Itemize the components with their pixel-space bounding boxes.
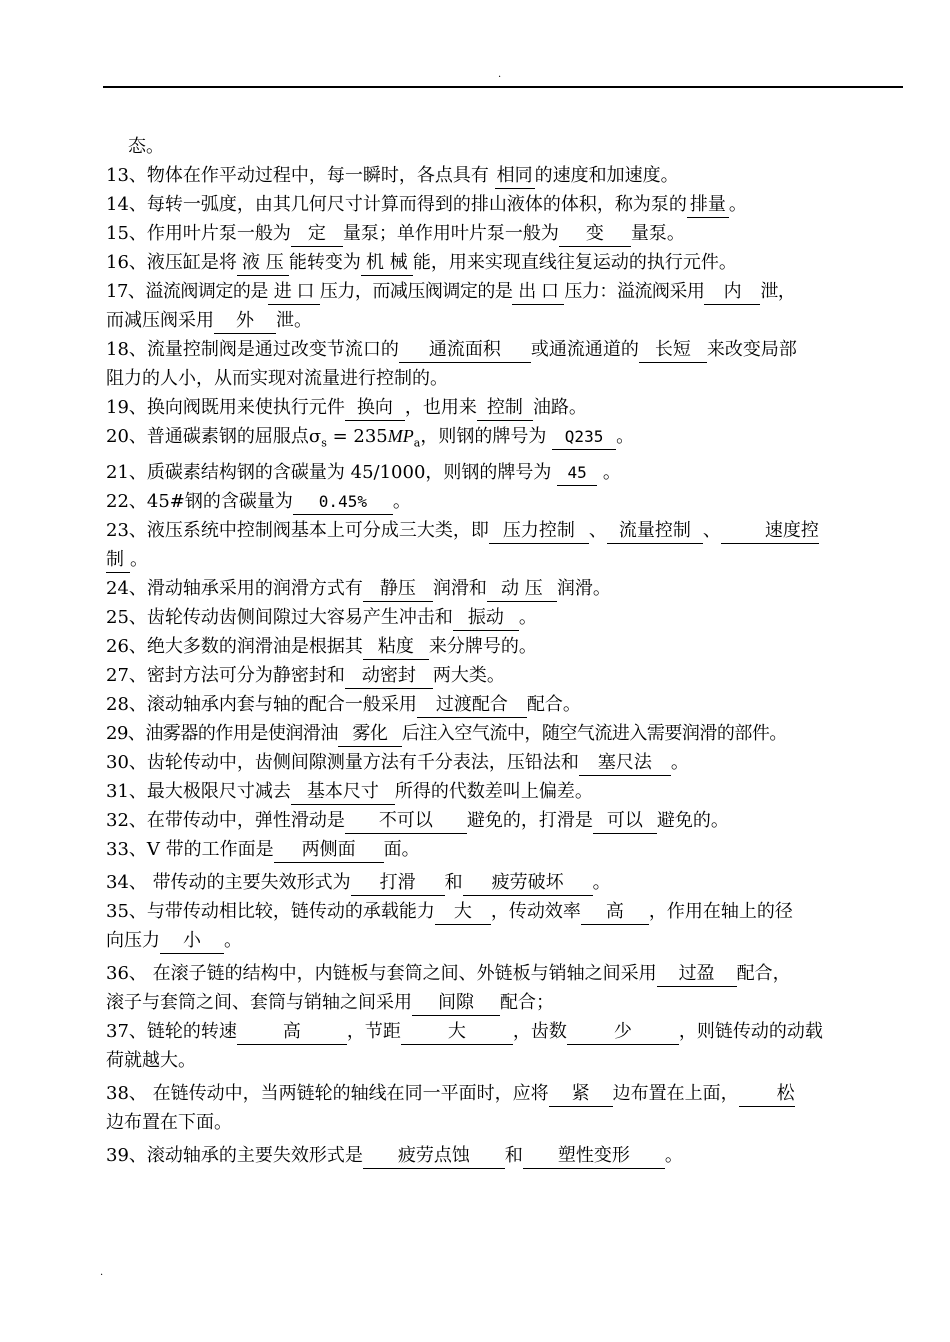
text: 阻力的人小，从而实现对流量进行控制的。 (106, 368, 448, 389)
question-14 (106, 190, 906, 219)
answer-blank: 小 (160, 929, 224, 954)
answer-blank: 不可以 (345, 809, 467, 834)
answer-blank: 流量控制 (607, 519, 703, 544)
answer-blank: 静压 (363, 577, 433, 602)
question-34 (106, 868, 906, 897)
answer-blank: 45 (557, 461, 597, 486)
text: 20、普通碳素钢的屈服点σ (106, 426, 322, 447)
text: = 235 (332, 426, 388, 447)
text: 。 (592, 871, 611, 893)
text: 油路。 (532, 397, 587, 418)
text: 压力，而减压阀调定的是 (319, 281, 513, 302)
answer-blank: 雾化 (338, 722, 402, 747)
question-18-cont (106, 364, 906, 393)
answer-blank: 相同 (495, 164, 535, 189)
answer-blank: 液 压 (237, 251, 289, 276)
answer-blank: 高 (581, 900, 649, 925)
answer-blank: 过渡配合 (417, 693, 527, 718)
answer-blank: 出 口 (512, 280, 564, 305)
text: 、 (702, 519, 721, 541)
answer-blank: 排量 (687, 193, 729, 218)
text: 和 (444, 871, 463, 893)
text: 23、液压系统中控制阀基本上可分成三大类，即 (106, 519, 489, 541)
text: 或通流通道的 (530, 339, 639, 360)
answer-blank: 动 压 (487, 577, 557, 602)
question-32 (106, 806, 906, 835)
text: 避免的，打滑是 (466, 809, 593, 831)
answer-blank: 基本尺寸 (291, 780, 395, 805)
text: ，传动效率 (490, 900, 581, 922)
text: 配合； (500, 991, 554, 1013)
text: ，则链传动的动载 (678, 1020, 823, 1042)
answer-blank: 间隙 (412, 991, 500, 1016)
text: ，齿数 (512, 1020, 567, 1042)
question-33 (106, 835, 906, 864)
answer-blank: 进 口 (268, 280, 320, 305)
answer-blank: 高 (237, 1020, 347, 1045)
question-list (106, 132, 906, 1170)
text: 39、滚动轴承的主要失效形式是 (106, 1144, 363, 1166)
question-28 (106, 690, 906, 719)
text: 。 (616, 426, 635, 447)
header-rule (103, 86, 903, 88)
text: 34、 带传动的主要失效形式为 (106, 871, 351, 893)
question-23-cont (106, 545, 906, 574)
question-13 (106, 161, 906, 190)
text: 和 (504, 1144, 523, 1166)
answer-blank: 机 械 (361, 251, 413, 276)
text: 。 (224, 929, 242, 951)
text: 、 (588, 519, 607, 541)
text: ，也用来 (404, 397, 477, 418)
question-16 (106, 248, 906, 277)
question-19 (106, 393, 906, 422)
text: 量泵；单作用叶片泵一般为 (342, 223, 559, 244)
text: 能，用来实现直线往复运动的执行元件。 (412, 252, 737, 273)
answer-blank: 速度控 (721, 519, 819, 544)
text: 所得的代数差叫上偏差。 (394, 780, 593, 802)
answer-blank: 压力控制 (489, 519, 589, 544)
text: 能转变为 (288, 252, 361, 273)
text: 后注入空气流中，随空气流进入需要润滑的部件。 (401, 722, 787, 744)
text: 边布置在上面， (612, 1082, 739, 1104)
text: 。 (670, 751, 689, 773)
text: 15、作用叶片泵一般为 (106, 223, 291, 244)
text: 量泵。 (630, 223, 685, 244)
text: 37、链轮的转速 (106, 1020, 237, 1042)
text: 润滑。 (556, 577, 611, 599)
answer-blank: 长短 (639, 338, 707, 363)
text: 面。 (383, 838, 420, 860)
question-39 (106, 1141, 906, 1170)
text: 14、每转一弧度，由其几何尺寸计算而得到的排山液体的体积，称为泵的 (106, 194, 687, 215)
text: 。 (518, 606, 537, 628)
answer-blank: 大 (401, 1020, 513, 1045)
text: 13、物体在作平动过程中，每一瞬时，各点具有 (106, 165, 489, 186)
text: 态。 (128, 136, 164, 157)
text: 21、质碳素结构钢的含碳量为 45/1000，则钢的牌号为 (106, 461, 552, 483)
question-22 (106, 487, 906, 516)
text: 泄。 (276, 310, 312, 331)
question-15 (106, 219, 906, 248)
question-29 (106, 719, 906, 748)
text: 24、滑动轴承采用的润滑方式有 (106, 577, 363, 599)
text: 31、最大极限尺寸减去 (106, 780, 291, 802)
question-35 (106, 897, 906, 926)
text: MP (387, 426, 414, 446)
answer-blank: 松 (739, 1082, 795, 1107)
text: 35、与带传动相比较，链传动的承载能力 (106, 900, 435, 922)
header-dot: . (498, 69, 502, 80)
text: 。 (728, 194, 747, 215)
question-37-cont (106, 1046, 906, 1075)
text: 26、绝大多数的润滑油是根据其 (106, 635, 363, 657)
text: 荷就越大。 (106, 1049, 196, 1071)
question-38-cont (106, 1108, 906, 1137)
question-18 (106, 335, 906, 364)
text: 避免的。 (656, 809, 729, 831)
question-23 (106, 516, 906, 545)
question-30 (106, 748, 906, 777)
question-25 (106, 603, 906, 632)
answer-blank: 振动 (453, 606, 519, 631)
answer-blank: 变 (559, 222, 631, 247)
text: 压力：溢流阀采用 (564, 281, 705, 302)
text: ，作用在轴上的径 (648, 900, 793, 922)
question-36 (106, 959, 906, 988)
answer-blank: 少 (567, 1020, 679, 1045)
answer-blank: Q235 (552, 425, 616, 450)
text: 30、齿轮传动中，齿侧间隙测量方法有千分表法，压铅法和 (106, 751, 579, 773)
text: 28、滚动轴承内套与轴的配合一般采用 (106, 693, 417, 715)
question-35-cont (106, 926, 906, 955)
answer-blank: 紧 (549, 1082, 613, 1107)
answer-blank: 疲劳点蚀 (363, 1144, 505, 1169)
question-37 (106, 1017, 906, 1046)
answer-blank: 动密封 (345, 664, 433, 689)
text: 配合， (736, 962, 791, 984)
answer-blank: 通流面积 (399, 338, 531, 363)
question-17-cont (106, 306, 906, 335)
text: 。 (392, 490, 411, 512)
question-17 (106, 277, 906, 306)
text: 的速度和加速度。 (534, 165, 679, 186)
text: 22、45#钢的含碳量为 (106, 490, 293, 512)
text: 16、液压缸是将 (106, 252, 237, 273)
text: ，则钢的牌号为 (420, 426, 547, 447)
question-24 (106, 574, 906, 603)
text: 。 (664, 1144, 683, 1166)
answer-blank: 内 (704, 280, 760, 305)
answer-blank: 两侧面 (274, 838, 384, 863)
text: 29、油雾器的作用是使润滑油 (106, 722, 338, 744)
question-20 (106, 422, 906, 458)
subscript: a (413, 436, 421, 450)
answer-blank: 大 (435, 900, 491, 925)
question-38 (106, 1079, 906, 1108)
answer-blank: 换向 (345, 396, 405, 421)
text: 滚子与套筒之间、套筒与销轴之间采用 (106, 991, 412, 1013)
answer-blank: 过盈 (657, 962, 737, 987)
answer-blank: 可以 (593, 809, 657, 834)
line-12-tail (106, 132, 906, 161)
text: 36、 在滚子链的结构中，内链板与套筒之间、外链板与销轴之间采用 (106, 962, 657, 984)
subscript: s (321, 436, 327, 450)
text: 32、在带传动中，弹性滑动是 (106, 809, 345, 831)
text: 。 (130, 548, 148, 570)
text: 来分牌号的。 (428, 635, 537, 657)
question-31 (106, 777, 906, 806)
answer-blank: 粘度 (363, 635, 429, 660)
text: 润滑和 (432, 577, 487, 599)
text: 而减压阀采用 (106, 310, 214, 331)
question-21 (106, 458, 906, 487)
answer-blank: 塑性变形 (523, 1144, 665, 1169)
footer-dot: . (100, 1267, 104, 1278)
answer-blank: 制 (106, 548, 130, 573)
question-36-cont (106, 988, 906, 1017)
text: 33、V 带的工作面是 (106, 838, 274, 860)
answer-blank: 控制 (477, 396, 533, 421)
answer-blank: 外 (214, 309, 276, 334)
text: 27、密封方法可分为静密封和 (106, 664, 345, 686)
answer-blank: 0.45% (293, 490, 393, 515)
answer-blank: 打滑 (351, 871, 445, 896)
answer-blank: 疲劳破坏 (463, 871, 593, 896)
answer-blank: 定 (291, 222, 343, 247)
text: 向压力 (106, 929, 160, 951)
text: 18、流量控制阀是通过改变节流口的 (106, 339, 399, 360)
text: 来改变局部 (706, 339, 797, 360)
text: 边布置在下面。 (106, 1111, 232, 1133)
text: 17、溢流阀调定的是 (106, 281, 268, 302)
text: 两大类。 (432, 664, 505, 686)
text: 19、换向阀既用来使执行元件 (106, 397, 345, 418)
text: ，节距 (346, 1020, 401, 1042)
text: 38、 在链传动中，当两链轮的轴线在同一平面时，应将 (106, 1082, 549, 1104)
answer-blank: 塞尺法 (579, 751, 671, 776)
text: 。 (602, 461, 621, 483)
text: 25、齿轮传动齿侧间隙过大容易产生冲击和 (106, 606, 453, 628)
question-26 (106, 632, 906, 661)
question-27 (106, 661, 906, 690)
text: 配合。 (526, 693, 581, 715)
text: 泄， (760, 281, 796, 302)
